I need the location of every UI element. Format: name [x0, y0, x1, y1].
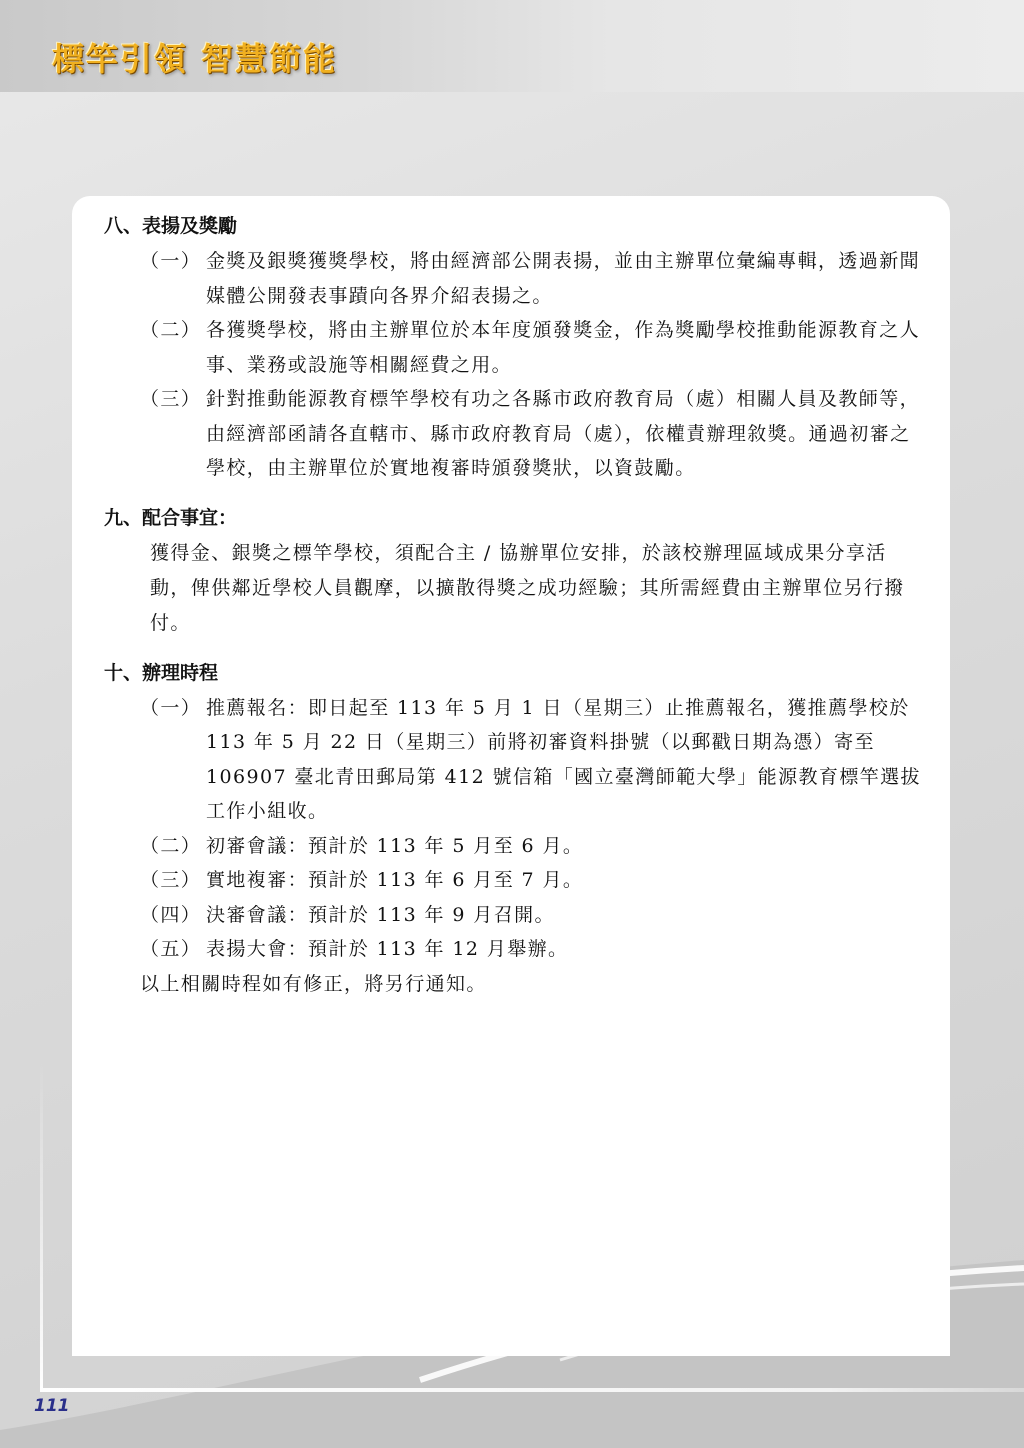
schedule-item: （四） 決審會議：預計於 113 年 9 月召開。 — [140, 903, 555, 926]
frame-bottom-line — [40, 1388, 1024, 1392]
page-number: 111 — [34, 1396, 70, 1416]
header-slogan: 標竿引領 智慧節能 — [52, 40, 338, 78]
schedule-item: （五） 表揚大會：預計於 113 年 12 月舉辦。 — [140, 938, 569, 960]
schedule-item: （三） 實地複審：預計於 113 年 6 月至 7 月。 — [140, 869, 584, 891]
schedule-item: （一） 推薦報名：即日起至 113 年 5 月 1 日（星期三）止推薦報名，獲推薦學校於 113 年 5 月 22 日（星期三）前將初審資料掛號（以郵戳日期為憑）寄至 106907 臺北青田郵局第 412 號信箱「國立臺灣師範大學」能源教育標竿選拔工作小組收。 — [140, 696, 921, 822]
frame-left-line — [40, 1060, 43, 1390]
section-ten-title: 十、辦理時程 — [104, 661, 219, 684]
section-nine-paragraph: 獲得金、銀獎之標竿學校，須配合主 / 協辦單位安排，於該校辦理區域成果分享活動，俾供鄰近學校人員觀摩，以擴散得獎之成功經驗；其所需經費由主辦單位另行撥付。 — [150, 541, 905, 634]
section-eight-item: （一） 金獎及銀獎獲獎學校，將由經濟部公開表揚，並由主辦單位彙編專輯，透過新聞媒體公開發表事蹟向各界介紹表揚之。 — [140, 250, 921, 307]
section-eight-item: （三） 針對推動能源教育標竿學校有功之各縣市政府教育局（處）相關人員及教師等，由經濟部函請各直轄市、縣市政府教育局（處），依權責辦理敘獎。通過初審之學校，由主辦單位於實地複審時頒發獎狀，以資鼓勵。 — [140, 388, 921, 479]
document-body — [104, 208, 924, 1002]
section-nine-title: 九、配合事宜： — [104, 506, 238, 529]
schedule-note: 以上相關時程如有修正，將另行通知。 — [140, 972, 487, 995]
schedule-item: （二） 初審會議：預計於 113 年 5 月至 6 月。 — [140, 834, 584, 857]
section-eight-item: （二） 各獲獎學校，將由主辦單位於本年度頒發獎金，作為獎勵學校推動能源教育之人事、業務或設施等相關經費之用。 — [140, 319, 921, 376]
section-eight-title: 八、表揚及獎勵 — [104, 215, 238, 237]
